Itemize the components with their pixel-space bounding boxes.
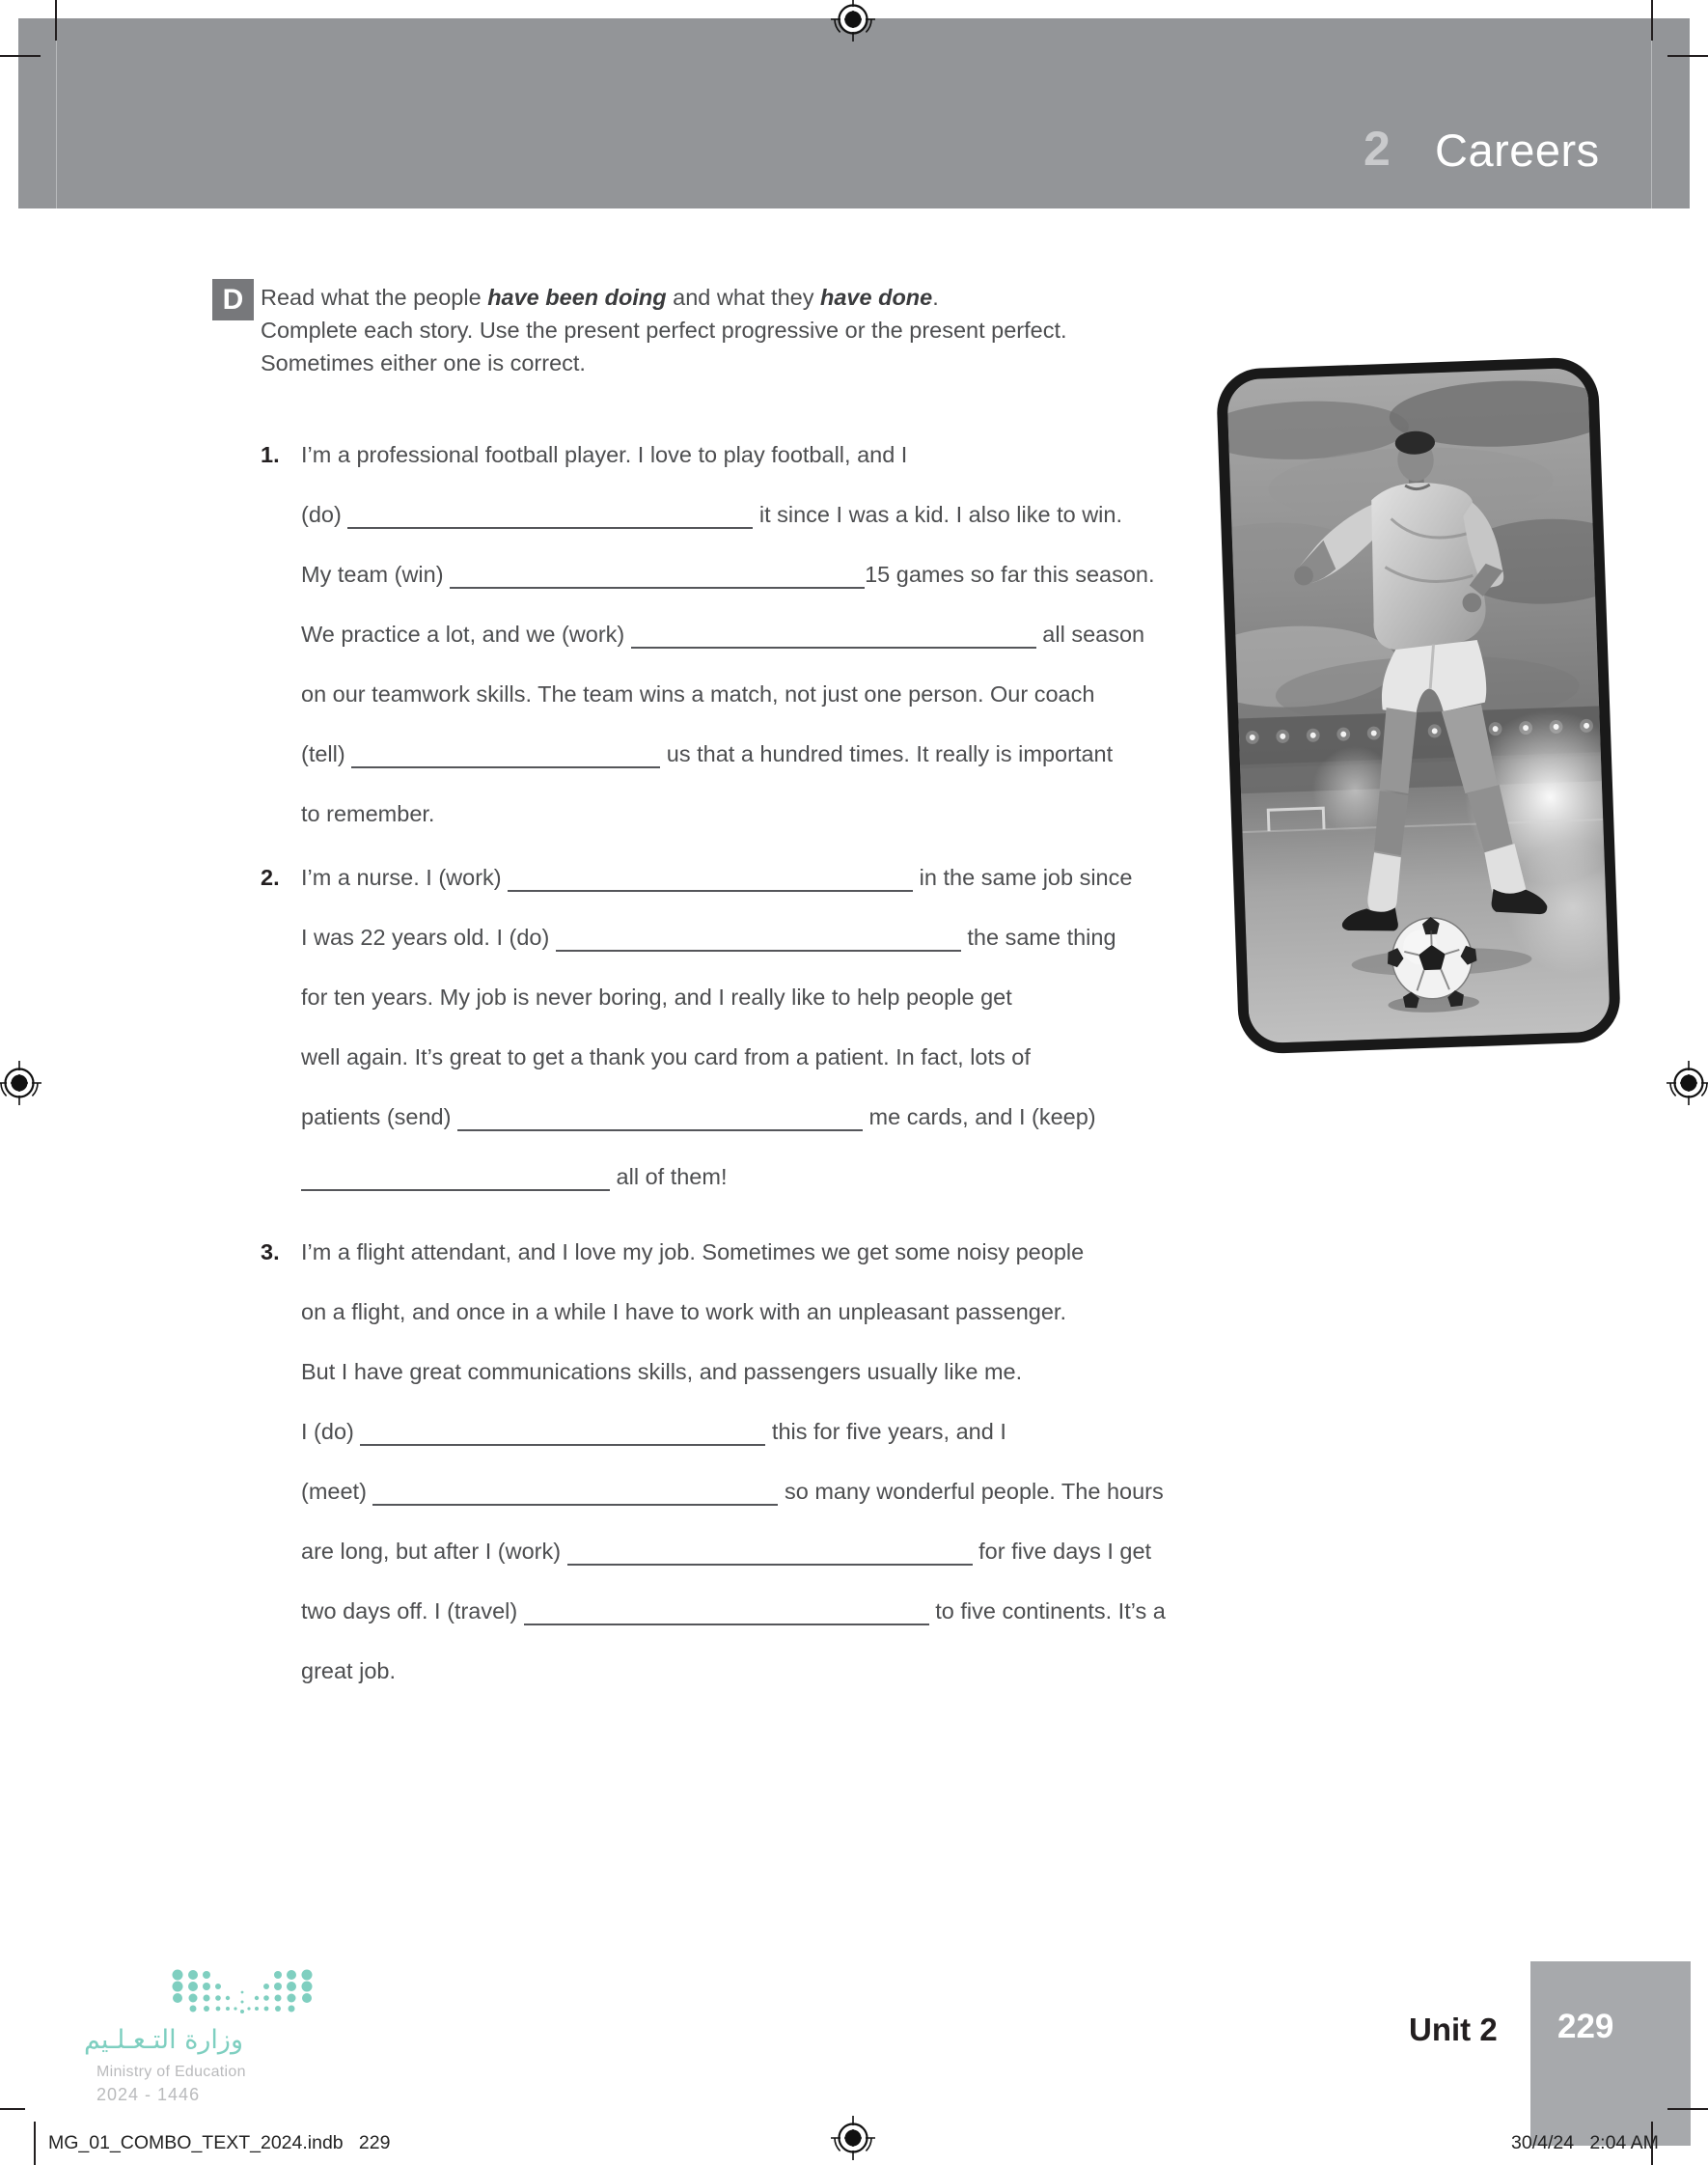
- answer-blank[interactable]: [347, 525, 753, 529]
- trim-mark: [0, 55, 41, 57]
- trim-mark: [1667, 55, 1708, 57]
- unit-number: 2: [1364, 122, 1391, 176]
- unit-footer-label: Unit 2: [1409, 2012, 1498, 2047]
- story-line: [301, 1581, 1166, 1641]
- story-1: [261, 425, 1155, 844]
- logo-dots-icon: [170, 1969, 315, 2015]
- text-segment: and what they: [666, 285, 820, 310]
- story-line: [301, 1342, 1166, 1402]
- text-segment: for five days I get: [972, 1539, 1152, 1564]
- text-segment: great job.: [301, 1658, 396, 1683]
- instruction-line: [261, 281, 1067, 314]
- text-segment: me cards, and I (keep): [862, 1104, 1096, 1129]
- text-segment: are long, but after I (work): [301, 1539, 567, 1564]
- story-line: [301, 1027, 1132, 1087]
- text-segment: the same thing: [960, 925, 1116, 950]
- answer-blank[interactable]: [372, 1502, 778, 1506]
- text-segment: this for five years, and I: [765, 1419, 1006, 1444]
- trim-guide: [1651, 18, 1652, 208]
- text-segment: have been doing: [487, 285, 667, 310]
- unit-title: Careers: [1435, 125, 1600, 176]
- logo-english-name: Ministry of Education: [96, 2064, 246, 2080]
- trim-mark: [1651, 0, 1653, 41]
- text-segment: us that a hundred times. It really is important: [660, 741, 1114, 766]
- answer-blank[interactable]: [360, 1442, 765, 1446]
- story-line: [301, 1402, 1166, 1461]
- text-segment: all season: [1035, 622, 1145, 647]
- ministry-of-education-logo: [83, 1959, 347, 2119]
- trim-mark: [0, 2108, 25, 2110]
- text-segment: have done: [820, 285, 933, 310]
- registration-mark-icon: [830, 2115, 876, 2161]
- story-line: [301, 907, 1132, 967]
- text-segment: all of them!: [610, 1164, 728, 1189]
- story-line: [301, 544, 1155, 604]
- text-segment: for ten years. My job is never boring, and I really like to help people get: [301, 985, 1012, 1010]
- story-line: [301, 784, 1155, 844]
- story-line: [301, 485, 1155, 544]
- registration-mark-icon: [830, 0, 876, 42]
- text-segment: Complete each story. Use the present perfect progressive or the present perfect.: [261, 318, 1067, 343]
- text-segment: so many wonderful people. The hours: [778, 1479, 1164, 1504]
- text-segment: (tell): [301, 741, 352, 766]
- registration-mark-icon: [1666, 1060, 1708, 1106]
- text-segment: Sometimes either one is correct.: [261, 350, 586, 375]
- text-segment: on our teamwork skills. The team wins a match, not just one person. Our coach: [301, 681, 1095, 707]
- unit-header-band: [18, 18, 1690, 208]
- football-player-photo: [1216, 356, 1622, 1054]
- text-segment: .: [932, 285, 939, 310]
- instruction-line: [261, 347, 1067, 379]
- story-line: [301, 1222, 1166, 1282]
- story-line: [301, 1521, 1166, 1581]
- answer-blank[interactable]: [567, 1562, 973, 1566]
- exercise-instructions: [261, 281, 1067, 379]
- story-line: [301, 724, 1155, 784]
- story-line: [301, 1147, 1132, 1207]
- trim-mark: [55, 0, 57, 41]
- text-segment: I’m a professional football player. I love to play football, and I: [301, 442, 908, 467]
- story-line: [301, 664, 1155, 724]
- story-line: [301, 967, 1132, 1027]
- trim-guide: [56, 18, 57, 208]
- answer-blank[interactable]: [301, 1187, 610, 1191]
- text-segment: in the same job since: [913, 865, 1133, 890]
- story-number: 1.: [261, 442, 280, 467]
- story-3: [261, 1222, 1166, 1701]
- text-segment: (meet): [301, 1479, 373, 1504]
- answer-blank[interactable]: [631, 645, 1036, 649]
- text-segment: (do): [301, 502, 348, 527]
- football-player-illustration: [1226, 368, 1611, 1044]
- answer-blank[interactable]: [508, 888, 913, 892]
- text-segment: But I have great communications skills, and passengers usually like me.: [301, 1359, 1023, 1384]
- text-segment: patients (send): [301, 1104, 457, 1129]
- text-segment: My team (win): [301, 562, 451, 587]
- story-line: [301, 1087, 1132, 1147]
- story-number: 2.: [261, 865, 280, 890]
- answer-blank[interactable]: [457, 1127, 863, 1131]
- answer-blank[interactable]: [450, 585, 865, 589]
- story-line: [301, 1641, 1166, 1701]
- text-segment: it since I was a kid. I also like to win.: [753, 502, 1123, 527]
- text-segment: I’m a flight attendant, and I love my job. Sometimes we get some noisy people: [301, 1239, 1085, 1264]
- logo-years: 2024 - 1446: [96, 2085, 201, 2104]
- text-segment: Read what the people: [261, 285, 488, 310]
- page-number-box: [1530, 1961, 1691, 2146]
- story-line: [301, 604, 1155, 664]
- exercise-letter-badge: D: [212, 279, 254, 320]
- registration-mark-icon: [0, 1060, 42, 1106]
- text-segment: to remember.: [301, 801, 435, 826]
- printer-info-right: 30/4/24 2:04 AM: [1511, 2132, 1659, 2153]
- trim-mark: [1667, 2108, 1708, 2110]
- text-segment: to five continents. It’s a: [928, 1598, 1166, 1624]
- text-segment: two days off. I (travel): [301, 1598, 524, 1624]
- text-segment: 15 games so far this season.: [865, 562, 1155, 587]
- text-segment: I was 22 years old. I (do): [301, 925, 556, 950]
- answer-blank[interactable]: [556, 948, 961, 952]
- text-segment: well again. It’s great to get a thank you card from a patient. In fact, lots of: [301, 1044, 1031, 1069]
- answer-blank[interactable]: [351, 764, 660, 768]
- logo-arabic-wordmark: وزارة التـعـلـيم: [83, 2025, 243, 2055]
- printer-info-left: MG_01_COMBO_TEXT_2024.indb 229: [48, 2132, 391, 2153]
- text-segment: I (do): [301, 1419, 361, 1444]
- story-line: [301, 1282, 1166, 1342]
- page-number: 229: [1557, 2008, 1614, 2045]
- text-segment: on a flight, and once in a while I have to work with an unpleasant passenger.: [301, 1299, 1066, 1324]
- story-line: [301, 847, 1132, 907]
- story-2: [261, 847, 1132, 1207]
- answer-blank[interactable]: [524, 1622, 929, 1625]
- text-segment: We practice a lot, and we (work): [301, 622, 631, 647]
- trim-mark: [34, 2122, 36, 2165]
- story-line: [301, 425, 1155, 485]
- story-line: [301, 1461, 1166, 1521]
- text-segment: I’m a nurse. I (work): [301, 865, 509, 890]
- instruction-line: [261, 314, 1067, 347]
- story-number: 3.: [261, 1239, 280, 1264]
